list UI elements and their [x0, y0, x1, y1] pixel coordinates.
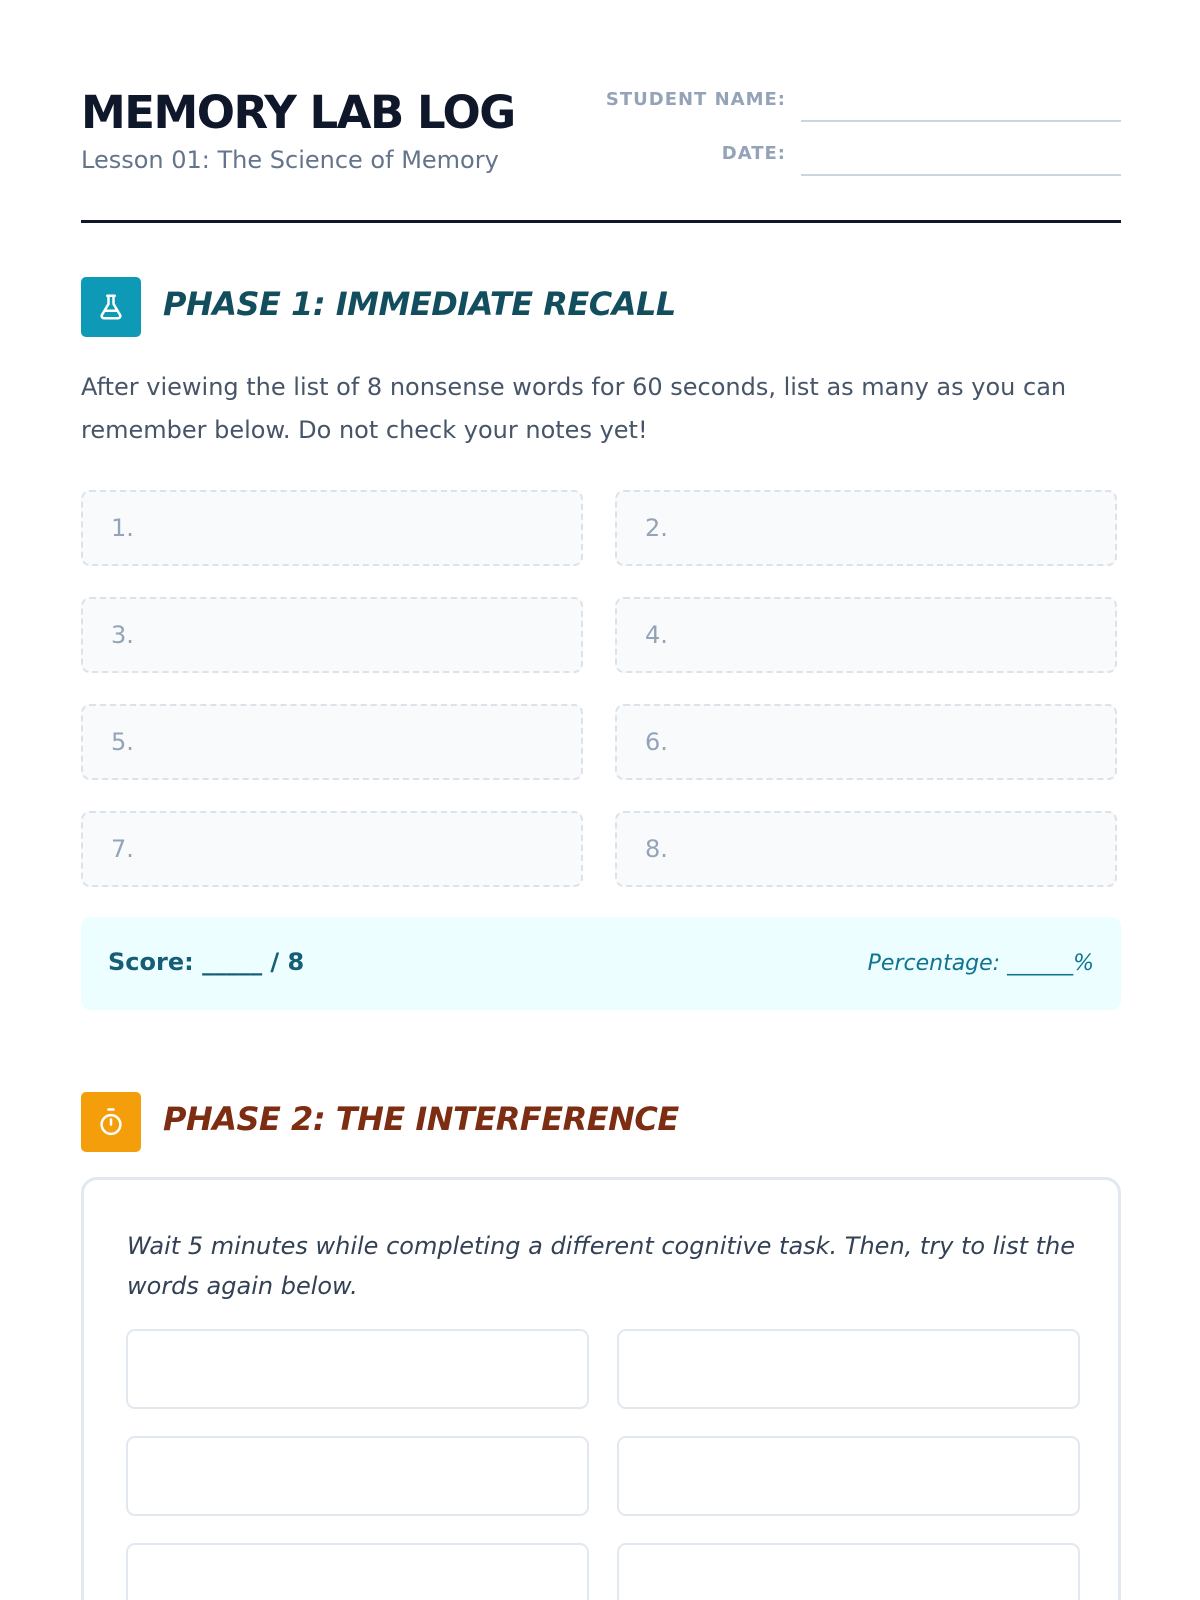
recall-slot-1[interactable] — [81, 490, 583, 566]
slot-number: 4. — [645, 621, 668, 649]
slot-number: 2. — [645, 514, 668, 542]
recall-slot-8[interactable] — [615, 811, 1117, 887]
student-name-label: STUDENT NAME: — [605, 89, 786, 110]
phase1-instructions: After viewing the list of 8 nonsense words for 60 seconds, list as many as you can remember below. Do not check your notes yet! — [81, 373, 1067, 444]
slot-number: 8. — [645, 835, 668, 863]
student-name-line — [801, 120, 1121, 122]
phase1-title: PHASE 1: IMMEDIATE RECALL — [163, 285, 676, 323]
recall-slot-7[interactable] — [81, 811, 583, 887]
recall-slot-4[interactable] — [615, 597, 1117, 673]
lesson-subtitle: Lesson 01: The Science of Memory — [81, 146, 499, 174]
answer-field-1[interactable] — [126, 1329, 589, 1409]
recall-slot-5[interactable] — [81, 704, 583, 780]
answer-field-4[interactable] — [617, 1436, 1080, 1516]
date-field — [601, 136, 1121, 176]
percentage-text: Percentage: ______% — [867, 951, 1094, 976]
flask-icon — [81, 277, 141, 337]
slot-number: 5. — [111, 728, 134, 756]
phase1-heading — [81, 277, 1121, 337]
header-divider — [81, 220, 1121, 223]
student-name-field — [601, 82, 1121, 122]
answer-field-6[interactable] — [617, 1543, 1080, 1600]
phase2-instructions: Wait 5 minutes while completing a different cognitive task. Then, try to list the words again below. — [127, 1232, 1076, 1300]
date-line — [801, 174, 1121, 176]
recall-slot-3[interactable] — [81, 597, 583, 673]
slot-number: 7. — [111, 835, 134, 863]
phase2-title: PHASE 2: THE INTERFERENCE — [163, 1100, 679, 1138]
stopwatch-icon — [81, 1092, 141, 1152]
slot-number: 1. — [111, 514, 134, 542]
interference-card — [81, 1177, 1121, 1600]
date-label: DATE: — [721, 143, 786, 164]
recall-slot-2[interactable] — [615, 490, 1117, 566]
score-bar — [81, 917, 1121, 1010]
answer-field-5[interactable] — [126, 1543, 589, 1600]
recall-slot-6[interactable] — [615, 704, 1117, 780]
slot-number: 6. — [645, 728, 668, 756]
worksheet-header — [81, 82, 1121, 222]
answer-field-3[interactable] — [126, 1436, 589, 1516]
page-title: MEMORY LAB LOG — [81, 86, 515, 139]
answer-field-2[interactable] — [617, 1329, 1080, 1409]
score-text: Score: _____ / 8 — [108, 948, 305, 976]
phase2-heading — [81, 1092, 1121, 1152]
slot-number: 3. — [111, 621, 134, 649]
